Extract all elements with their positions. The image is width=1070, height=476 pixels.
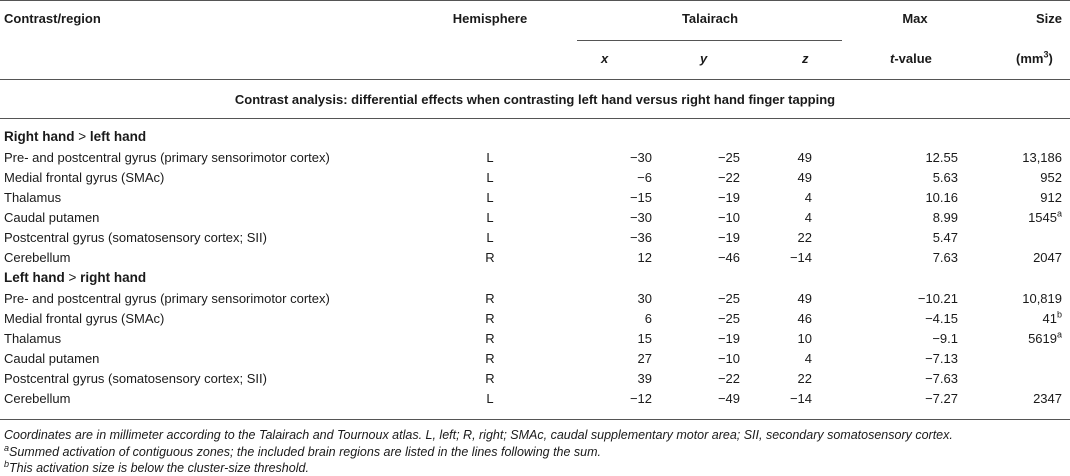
group-title-op: > (68, 270, 77, 285)
x-cell-text: 6 (644, 311, 652, 326)
size-cell (980, 331, 1062, 347)
x-cell-text: −6 (637, 170, 652, 185)
size-footnote-mark: a (1056, 329, 1062, 340)
hemisphere-cell-text: L (486, 230, 494, 245)
hemisphere-cell (460, 150, 520, 166)
y-cell (706, 170, 740, 186)
size-cell (980, 190, 1062, 206)
t-value-cell (880, 170, 958, 186)
region-cell (4, 351, 99, 367)
table-row (0, 188, 1070, 208)
x-cell (620, 351, 652, 367)
z-cell (780, 291, 812, 307)
analysis-title-rule (0, 118, 1070, 119)
x-cell-text: −30 (629, 210, 652, 225)
x-cell-text: −15 (629, 190, 652, 205)
t-value-cell (880, 190, 958, 206)
region-cell-text: Caudal putamen (4, 210, 100, 225)
footnote-b (4, 458, 309, 476)
z-cell (780, 311, 812, 327)
region-cell (4, 190, 61, 206)
footnote-b-mark: b (4, 458, 10, 469)
hemisphere-cell (460, 170, 520, 186)
region-cell-text: Medial frontal gyrus (SMAc) (4, 311, 165, 326)
hemisphere-cell (460, 291, 520, 307)
size-cell-text: 2347 (1033, 391, 1062, 406)
z-cell-text: 4 (804, 190, 812, 205)
t-value-cell-text: −4.15 (925, 311, 958, 326)
col-header-z: z (802, 51, 809, 66)
size-footnote-mark: a (1056, 208, 1062, 219)
hemisphere-cell-text: R (485, 371, 495, 386)
x-cell (620, 190, 652, 206)
size-unit-post: ) (1048, 51, 1053, 66)
size-unit-sup: 3 (1043, 49, 1049, 60)
z-cell-text: −14 (789, 250, 812, 265)
x-cell (620, 150, 652, 166)
col-header-tvalue (890, 51, 932, 67)
table-row (0, 309, 1070, 329)
y-cell (706, 291, 740, 307)
analysis-title: Contrast analysis: differential effects when contrasting left hand versus right hand finger tapping (234, 92, 836, 107)
size-cell (980, 391, 1062, 407)
z-cell (780, 351, 812, 367)
footnote-main: Coordinates are in millimeter according to the Talairach and Tournoux atlas. L, left; R, right; SMAc, caudal supplementary motor area; SII, secondary somatosensory cortex. (4, 428, 953, 442)
z-cell (780, 170, 812, 186)
table-row (0, 228, 1070, 248)
z-cell-text: 4 (804, 351, 812, 366)
size-cell (980, 291, 1062, 307)
table-bottom-rule (0, 419, 1070, 420)
x-cell (620, 331, 652, 347)
region-cell-text: Postcentral gyrus (somatosensory cortex; SII) (4, 371, 267, 386)
y-cell-text: −10 (717, 351, 740, 366)
x-cell (620, 210, 652, 226)
hemisphere-cell (460, 210, 520, 226)
hemisphere-cell-text: L (486, 391, 494, 406)
x-cell-text: −12 (629, 391, 652, 406)
region-cell (4, 371, 267, 387)
footnote-a-text: Summed activation of contiguous zones; the included brain regions are listed in the lines following the sum. (9, 445, 602, 459)
z-cell-text: 49 (797, 291, 812, 306)
region-cell-text: Caudal putamen (4, 351, 100, 366)
size-cell-text: 41 (1042, 311, 1057, 326)
hemisphere-cell-text: R (485, 331, 495, 346)
size-cell (980, 210, 1062, 226)
hemisphere-cell-text: L (486, 210, 494, 225)
x-cell-text: 12 (637, 250, 652, 265)
z-cell-text: 49 (797, 150, 812, 165)
region-cell (4, 210, 99, 226)
t-value-cell (880, 351, 958, 367)
table-row (0, 208, 1070, 228)
talairach-subrule (577, 40, 842, 41)
t-value-cell-text: 10.16 (925, 190, 958, 205)
group-title-a: Left hand (4, 270, 65, 285)
x-cell-text: 15 (637, 331, 652, 346)
t-value-cell-text: 12.55 (925, 150, 958, 165)
t-value-cell-text: −10.21 (917, 291, 958, 306)
z-cell-text: 10 (797, 331, 812, 346)
hemisphere-cell-text: L (486, 190, 494, 205)
x-cell-text: −30 (629, 150, 652, 165)
y-cell-text: −19 (717, 230, 740, 245)
hemisphere-cell-text: R (485, 291, 495, 306)
z-cell-text: 22 (797, 230, 812, 245)
x-cell (620, 230, 652, 246)
x-cell (620, 170, 652, 186)
size-cell-text: 10,819 (1022, 291, 1062, 306)
y-cell-text: −49 (717, 391, 740, 406)
region-cell-text: Thalamus (4, 331, 62, 346)
t-value-cell-text: −9.1 (932, 331, 958, 346)
y-cell-text: −46 (717, 250, 740, 265)
size-cell-text: 2047 (1033, 250, 1062, 265)
y-cell-text: −10 (717, 210, 740, 225)
z-cell (780, 331, 812, 347)
size-cell (980, 250, 1062, 266)
col-header-size: Size (1035, 11, 1062, 26)
region-cell-text: Pre- and postcentral gyrus (primary sensorimotor cortex) (4, 150, 330, 165)
x-cell (620, 291, 652, 307)
region-cell (4, 311, 164, 327)
y-cell-text: −25 (717, 150, 740, 165)
region-cell (4, 331, 61, 347)
y-cell-text: −19 (717, 331, 740, 346)
y-cell (706, 230, 740, 246)
hemisphere-cell (460, 351, 520, 367)
hemisphere-cell-text: R (485, 250, 495, 265)
col-header-x: x (601, 51, 609, 66)
size-cell-text: 5619 (1028, 331, 1057, 346)
z-cell (780, 230, 812, 246)
x-cell (620, 391, 652, 407)
t-value-cell (880, 150, 958, 166)
y-cell (706, 250, 740, 266)
z-cell (780, 371, 812, 387)
region-cell (4, 150, 330, 166)
region-cell (4, 170, 164, 186)
size-cell (980, 311, 1062, 327)
hemisphere-cell (460, 371, 520, 387)
region-cell-text: Postcentral gyrus (somatosensory cortex; SII) (4, 230, 267, 245)
region-cell-text: Medial frontal gyrus (SMAc) (4, 170, 165, 185)
t-value-cell-text: −7.13 (925, 351, 958, 366)
hemisphere-cell (460, 250, 520, 266)
t-value-cell-text: −7.63 (925, 371, 958, 386)
y-cell (706, 311, 740, 327)
y-cell-text: −22 (717, 170, 740, 185)
hemisphere-cell (460, 331, 520, 347)
col-header-max: Max (902, 11, 928, 26)
x-cell (620, 371, 652, 387)
y-cell-text: −25 (717, 311, 740, 326)
x-cell (620, 311, 652, 327)
region-cell (4, 250, 70, 266)
x-cell-text: 27 (637, 351, 652, 366)
z-cell-text: 22 (797, 371, 812, 386)
group-title-op: > (78, 129, 87, 144)
y-cell-text: −22 (717, 371, 740, 386)
y-cell (706, 371, 740, 387)
t-suffix: -value (894, 51, 932, 66)
y-cell (706, 351, 740, 367)
x-cell (620, 250, 652, 266)
x-cell-text: 30 (637, 291, 652, 306)
size-cell-text: 952 (1040, 170, 1062, 185)
region-cell-text: Thalamus (4, 190, 62, 205)
z-cell (780, 391, 812, 407)
col-header-region: Contrast/region (4, 11, 101, 26)
t-value-cell-text: 7.63 (932, 250, 958, 265)
col-header-size-unit (1016, 51, 1053, 67)
footnote-b-text: This activation size is below the cluster-size threshold. (9, 461, 309, 475)
t-value-cell-text: 8.99 (932, 210, 958, 225)
header-rule (0, 79, 1070, 80)
table-row (0, 148, 1070, 168)
z-cell (780, 150, 812, 166)
z-cell-text: 49 (797, 170, 812, 185)
table-top-rule (0, 0, 1070, 1)
group-title-right-gt-left (4, 129, 146, 145)
group-title-b: left hand (89, 129, 147, 144)
hemisphere-cell-text: R (485, 351, 495, 366)
region-cell-text: Pre- and postcentral gyrus (primary sensorimotor cortex) (4, 291, 330, 306)
t-label: t (890, 51, 895, 66)
t-value-cell-text: 5.47 (932, 230, 958, 245)
hemisphere-cell (460, 311, 520, 327)
size-footnote-mark: b (1056, 309, 1062, 320)
group-title-a: Right hand (4, 129, 75, 144)
y-cell (706, 391, 740, 407)
z-cell-text: −14 (789, 391, 812, 406)
hemisphere-cell-text: L (486, 170, 494, 185)
x-cell-text: −36 (629, 230, 652, 245)
region-cell-text: Cerebellum (4, 391, 71, 406)
size-unit-pre: (mm (1016, 51, 1044, 66)
x-cell-text: 39 (637, 371, 652, 386)
footnote-a-mark: a (4, 442, 10, 453)
z-cell (780, 210, 812, 226)
y-cell (706, 150, 740, 166)
t-value-cell (880, 210, 958, 226)
table-row (0, 329, 1070, 349)
t-value-cell-text: 5.63 (932, 170, 958, 185)
hemisphere-cell (460, 190, 520, 206)
y-cell (706, 210, 740, 226)
t-value-cell (880, 291, 958, 307)
table-row (0, 369, 1070, 389)
size-cell (980, 170, 1062, 186)
col-header-talairach: Talairach (681, 11, 739, 26)
t-value-cell (880, 331, 958, 347)
t-value-cell-text: −7.27 (925, 391, 958, 406)
t-value-cell (880, 371, 958, 387)
table-row (0, 289, 1070, 309)
table-row (0, 248, 1070, 268)
hemisphere-cell-text: L (486, 150, 494, 165)
footnote-a (4, 442, 602, 460)
col-header-y: y (700, 51, 708, 66)
t-value-cell (880, 250, 958, 266)
size-cell-text: 912 (1040, 190, 1062, 205)
size-cell-text: 13,186 (1022, 150, 1062, 165)
size-cell-text: 1545 (1028, 210, 1057, 225)
t-value-cell (880, 391, 958, 407)
y-cell-text: −19 (717, 190, 740, 205)
z-cell-text: 46 (797, 311, 812, 326)
y-cell (706, 190, 740, 206)
z-cell (780, 250, 812, 266)
y-cell (706, 331, 740, 347)
size-cell (980, 150, 1062, 166)
hemisphere-cell (460, 391, 520, 407)
region-cell (4, 391, 70, 407)
z-cell-text: 4 (804, 210, 812, 225)
col-header-hemisphere: Hemisphere (452, 11, 528, 26)
region-cell-text: Cerebellum (4, 250, 71, 265)
t-value-cell (880, 230, 958, 246)
group-title-b: right hand (80, 270, 147, 285)
y-cell-text: −25 (717, 291, 740, 306)
hemisphere-cell-text: R (485, 311, 495, 326)
table-row (0, 389, 1070, 409)
region-cell (4, 230, 267, 246)
region-cell (4, 291, 330, 307)
t-value-cell (880, 311, 958, 327)
hemisphere-cell (460, 230, 520, 246)
z-cell (780, 190, 812, 206)
group-title-left-gt-right (4, 270, 146, 286)
table-row (0, 168, 1070, 188)
table-row (0, 349, 1070, 369)
